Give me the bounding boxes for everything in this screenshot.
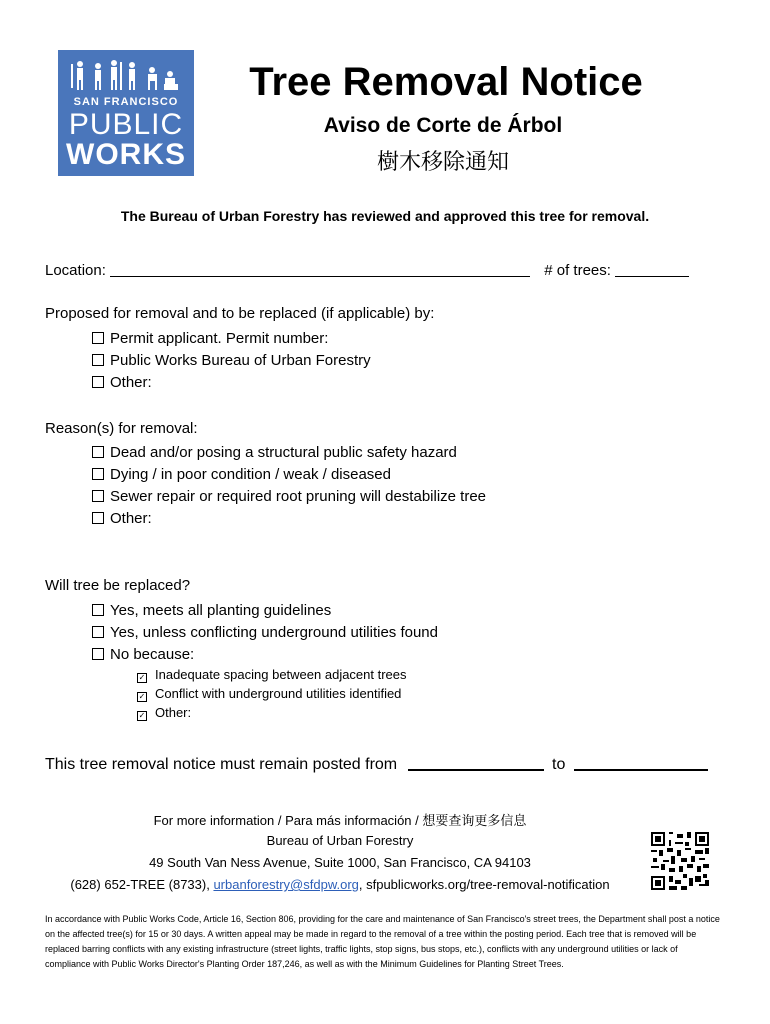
workers-silhouette-icon — [68, 58, 184, 96]
sf-public-works-logo — [58, 50, 194, 176]
more-info-line: For more information / Para más información / 想要查询更多信息 — [153, 813, 527, 828]
option-label: No because: — [110, 646, 195, 663]
replace-option-no[interactable] — [92, 646, 194, 663]
page-subtitle-chinese: 樹木移除通知 — [376, 150, 509, 175]
website-text: , sfpublicworks.org/tree-removal-notification — [358, 877, 610, 892]
trees-count-label: # of trees: — [544, 262, 611, 279]
posting-to-label: to — [552, 756, 566, 773]
checkbox[interactable] — [92, 604, 104, 616]
replacement-heading: Will tree be replaced? — [45, 577, 191, 594]
option-label: Dead and/or posing a structural public safety hazard — [110, 444, 457, 461]
checkbox[interactable]: ✓ — [138, 711, 146, 720]
bureau-address: 49 South Van Ness Avenue, Suite 1000, San Francisco, CA 94103 — [149, 855, 531, 870]
checkbox[interactable] — [92, 626, 104, 638]
option-label: Sewer repair or required root pruning will destabilize tree — [110, 488, 487, 505]
reason-option-dead[interactable] — [92, 444, 457, 461]
legal-fine-print: In accordance with Public Works Code, Article 16, Section 806, providing for the care and maintenance of San Francisco's street trees, the Department shall post a notice on the affected tree(s) for 15 or 30 days. A written appeal may be made in regard to the removal of a tree within the posting period. Each tree that is removed will be replaced barring conflicts with any existing infrastructure (street lights, traffic lights, stop signs, bus stops, etc.), conflicts with any underground utilities or lack of compliance with Public Works Director's Planting Order 187,246, as well as with the Minimum Guidelines for Planting Street Trees. — [45, 914, 720, 969]
reason-option-other[interactable] — [92, 510, 152, 527]
option-label: Inadequate spacing between adjacent trees — [155, 667, 407, 682]
option-label: Permit applicant. Permit number: — [110, 330, 329, 347]
option-label: Conflict with underground utilities identified — [155, 686, 402, 701]
phone-number: (628) 652-TREE (8733), — [70, 877, 210, 892]
option-label: Public Works Bureau of Urban Forestry — [110, 352, 371, 369]
checkbox[interactable]: ✓ — [138, 692, 146, 701]
checkbox[interactable] — [92, 376, 104, 388]
posting-period-text: This tree removal notice must remain posted from — [45, 756, 398, 773]
logo-line-1: SAN FRANCISCO — [73, 96, 179, 108]
trees-count-field[interactable] — [615, 262, 689, 277]
option-label: Yes, meets all planting guidelines — [110, 602, 332, 619]
posting-period-row — [45, 755, 708, 774]
replaced-by-option-bureau[interactable] — [92, 352, 371, 369]
location-label: Location: — [45, 262, 106, 279]
replaced-by-option-permit[interactable] — [92, 330, 328, 347]
replaced-by-heading: Proposed for removal and to be replaced (if applicable) by: — [45, 305, 435, 322]
location-row — [45, 262, 689, 279]
checkbox[interactable] — [92, 648, 104, 660]
reason-option-dying[interactable] — [92, 466, 391, 483]
page-title: Tree Removal Notice — [249, 60, 643, 104]
option-label: Yes, unless conflicting underground utilities found — [110, 624, 438, 641]
replace-option-yes-meets[interactable] — [92, 602, 331, 619]
qr-code-icon[interactable] — [651, 832, 709, 890]
checkbox[interactable] — [92, 332, 104, 344]
posting-start-date-field[interactable] — [408, 755, 544, 771]
checkbox[interactable] — [92, 512, 104, 524]
replace-option-yes-unless[interactable] — [92, 624, 438, 641]
page-subtitle-spanish: Aviso de Corte de Árbol — [323, 114, 563, 137]
reasons-heading: Reason(s) for removal: — [45, 420, 198, 437]
approval-statement: The Bureau of Urban Forestry has reviewed and approved this tree for removal. — [120, 208, 650, 224]
no-reason-spacing[interactable] — [137, 667, 407, 683]
option-label: Other: — [110, 374, 152, 391]
posting-end-date-field[interactable] — [574, 755, 708, 771]
checkbox[interactable] — [92, 446, 104, 458]
logo-line-3: WORKS — [66, 138, 186, 171]
bureau-name: Bureau of Urban Forestry — [266, 833, 414, 848]
checkbox[interactable] — [92, 490, 104, 502]
email-link[interactable]: urbanforestry@sfdpw.org — [213, 877, 359, 892]
checkbox[interactable] — [92, 468, 104, 480]
replaced-by-option-other[interactable] — [92, 374, 152, 391]
no-reason-other[interactable] — [137, 705, 191, 721]
checkbox[interactable] — [92, 354, 104, 366]
no-reason-utilities[interactable] — [137, 686, 401, 702]
reason-option-sewer[interactable] — [92, 488, 486, 505]
checkbox[interactable]: ✓ — [138, 673, 146, 682]
option-label: Other: — [155, 705, 192, 720]
option-label: Dying / in poor condition / weak / diseased — [110, 466, 391, 483]
option-label: Other: — [110, 510, 152, 527]
location-field[interactable] — [110, 262, 530, 277]
logo-line-2: PUBLIC — [68, 108, 184, 141]
contact-line — [45, 877, 635, 892]
